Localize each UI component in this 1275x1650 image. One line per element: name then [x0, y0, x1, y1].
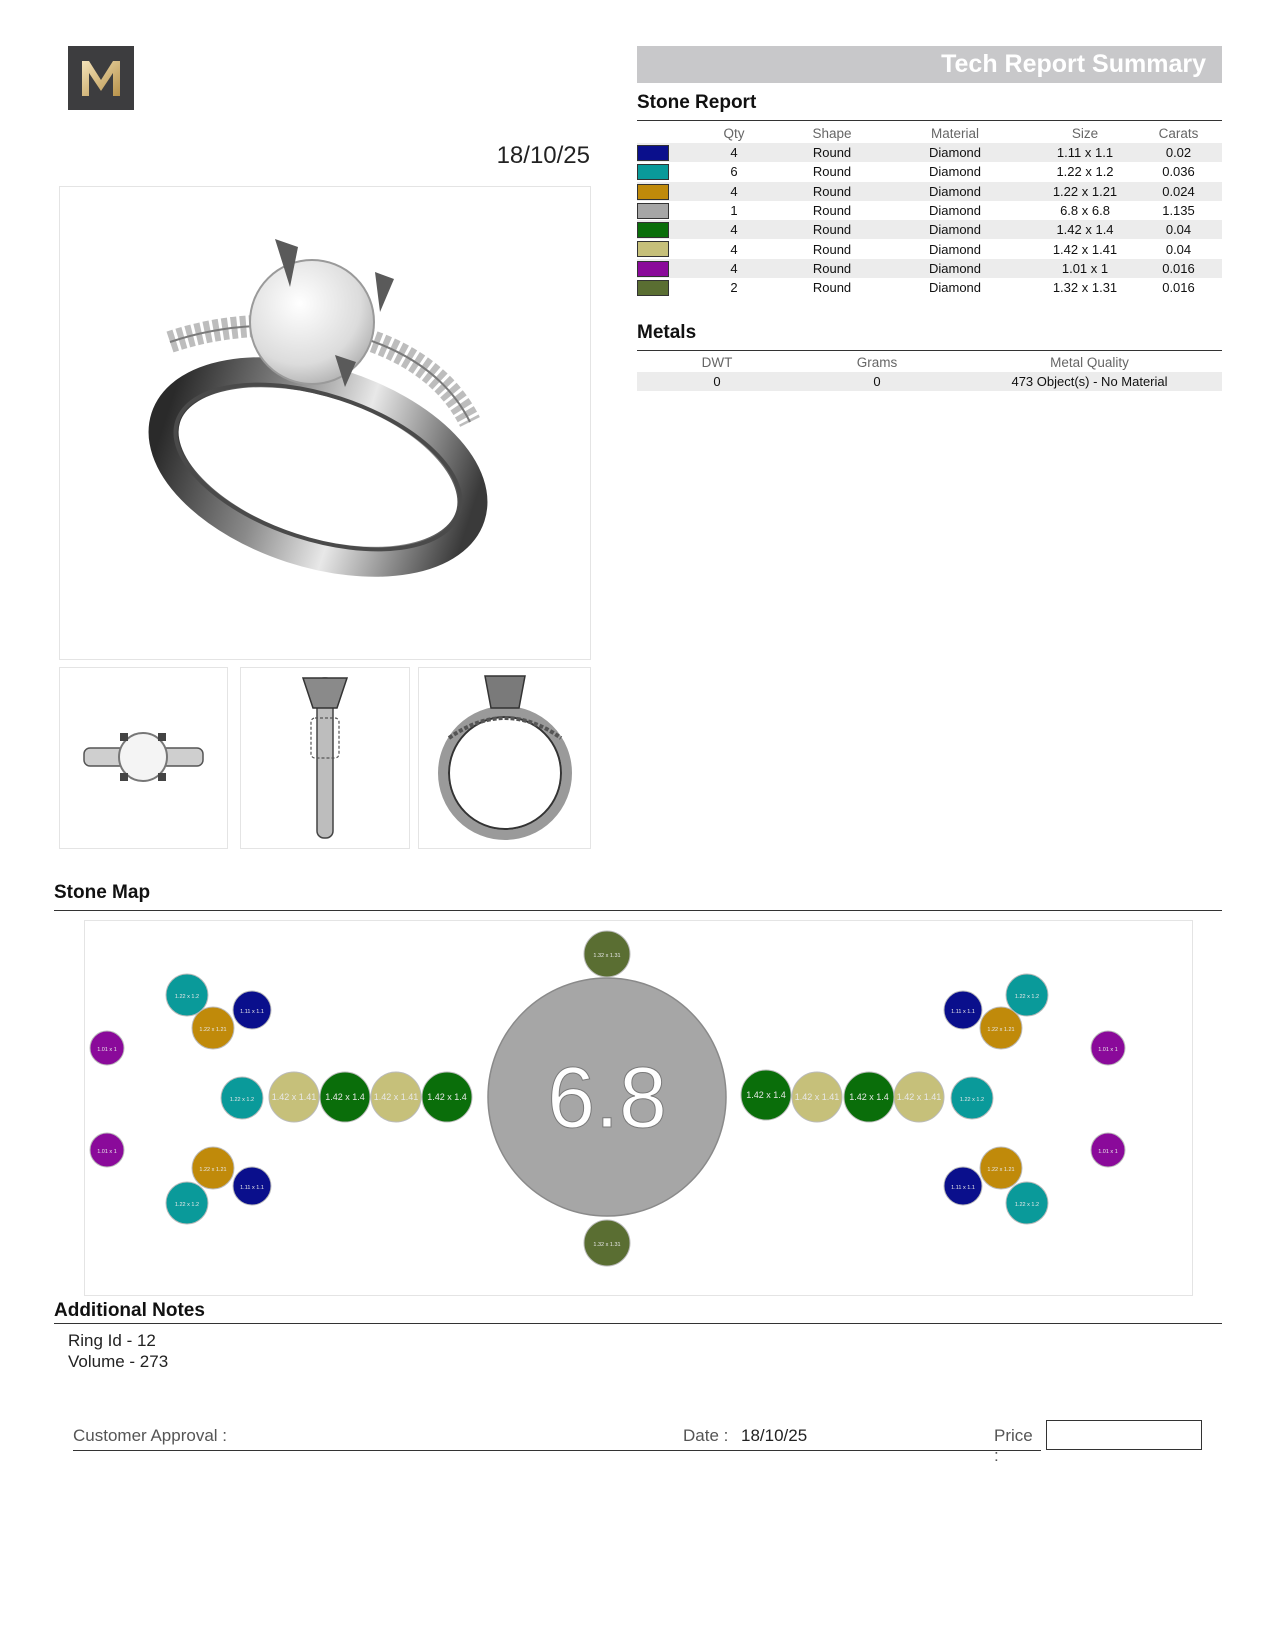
table-row — [637, 372, 1222, 391]
stone-shape: Round — [789, 220, 875, 239]
ring-top-view-image — [60, 668, 227, 848]
customer-approval-line[interactable] — [73, 1422, 1041, 1465]
main-ring-render — [59, 186, 591, 660]
price-field[interactable] — [1046, 1420, 1202, 1450]
company-logo — [68, 46, 134, 110]
stone-size: 1.01 x 1 — [1035, 259, 1135, 278]
map-stone-label: 1.22 x 1.2 — [229, 1097, 255, 1103]
stone-size: 1.32 x 1.31 — [1052, 280, 1118, 296]
column-header-swatch — [637, 123, 679, 143]
stone-size: 1.11 x 1.1 — [1035, 143, 1135, 162]
stone-map-diagram — [85, 921, 1192, 1295]
center-stone-label: 6.8 — [547, 1050, 667, 1146]
stone-qty: 4 — [679, 259, 789, 278]
metals-divider — [637, 350, 1222, 351]
stone-color-swatch — [637, 241, 669, 257]
note-line: Volume - 273 — [68, 1352, 169, 1371]
map-stone-label: 1.32 x 1.31 — [593, 1242, 621, 1248]
thumbnail-top-view — [59, 667, 228, 849]
map-stone-label: 1.22 x 1.2 — [959, 1097, 985, 1103]
map-stone-label: 1.22 x 1.2 — [1014, 1202, 1040, 1208]
stone-map-title: Stone Map — [54, 882, 151, 903]
ring-side-view-image — [241, 668, 409, 848]
map-stone-label: 1.11 x 1.1 — [240, 1185, 264, 1191]
stone-report-table — [637, 123, 1222, 297]
stone-carats: 0.016 — [1162, 280, 1195, 296]
customer-approval-label: Customer Approval : — [73, 1426, 228, 1445]
thumbnail-front-view — [418, 667, 591, 849]
stone-carats: 1.135 — [1162, 203, 1195, 219]
stone-color-swatch — [637, 184, 669, 200]
map-stone-label: 1.22 x 1.2 — [174, 1202, 200, 1208]
map-stone-label: 1.42 x 1.41 — [794, 1092, 840, 1102]
ring-perspective-image — [60, 187, 590, 659]
table-row — [637, 201, 1222, 220]
stone-report-header-row — [637, 123, 1222, 143]
column-header-qty: Qty — [723, 125, 745, 141]
report-date: 18/10/25 — [496, 142, 590, 169]
map-stone-label: 1.01 x 1 — [97, 1149, 117, 1155]
table-row — [637, 143, 1222, 162]
stone-carats: 0.04 — [1165, 241, 1192, 257]
note-line: Ring Id - 12 — [68, 1331, 156, 1350]
stone-color-swatch — [637, 203, 669, 219]
map-stone-label: 1.11 x 1.1 — [951, 1009, 975, 1015]
stone-material: Diamond — [928, 241, 982, 257]
column-header-shape: Shape — [812, 125, 852, 141]
metal-quality: 473 Object(s) - No Material — [957, 372, 1222, 391]
stone-qty: 2 — [730, 280, 738, 296]
map-stone-label: 1.11 x 1.1 — [951, 1185, 975, 1191]
column-header-grams: Grams — [856, 354, 898, 370]
logo-m-icon — [79, 58, 123, 98]
map-stone-label: 1.42 x 1.41 — [896, 1092, 942, 1102]
stone-color-swatch-cell — [637, 278, 679, 297]
stone-color-swatch-cell — [637, 239, 679, 258]
table-row — [637, 239, 1222, 258]
map-stone-label: 1.11 x 1.1 — [240, 1009, 264, 1015]
map-stone-label: 1.42 x 1.41 — [271, 1092, 317, 1102]
metal-grams: 0 — [797, 372, 957, 391]
stone-color-swatch — [637, 222, 669, 238]
ring-front-view-image — [419, 668, 590, 848]
stone-shape: Round — [789, 143, 875, 162]
approval-date-value: 18/10/25 — [741, 1426, 808, 1445]
map-stone-label: 1.42 x 1.4 — [325, 1092, 365, 1102]
table-row — [637, 278, 1222, 297]
additional-notes-body — [68, 1330, 168, 1372]
stone-material: Diamond — [928, 164, 982, 180]
column-header-dwt: DWT — [701, 354, 733, 370]
stone-carats: 0.016 — [1135, 259, 1222, 278]
stone-size: 1.42 x 1.4 — [1035, 220, 1135, 239]
stone-size: 1.22 x 1.2 — [1056, 164, 1114, 180]
stone-carats: 0.04 — [1135, 220, 1222, 239]
stone-shape: Round — [812, 164, 852, 180]
map-stone-label: 1.01 x 1 — [1098, 1149, 1118, 1155]
map-stone-label: 1.22 x 1.21 — [987, 1167, 1015, 1173]
additional-notes-title: Additional Notes — [54, 1300, 205, 1321]
stone-carats: 0.024 — [1135, 182, 1222, 201]
stone-material: Diamond — [928, 280, 982, 296]
stone-shape: Round — [812, 241, 852, 257]
stone-color-swatch-cell — [637, 220, 679, 239]
map-stone-label: 1.22 x 1.2 — [1014, 994, 1040, 1000]
stone-shape: Round — [812, 203, 852, 219]
price-label: Price : — [994, 1426, 1033, 1465]
stone-color-swatch-cell — [637, 259, 679, 278]
stone-color-swatch-cell — [637, 143, 679, 162]
stone-carats: 0.036 — [1162, 164, 1195, 180]
stone-shape: Round — [812, 280, 852, 296]
map-stone-label: 1.22 x 1.21 — [987, 1027, 1015, 1033]
stone-color-swatch — [637, 280, 669, 296]
stone-color-swatch-cell — [637, 162, 679, 181]
map-stone-label: 1.42 x 1.4 — [849, 1092, 889, 1102]
stone-shape: Round — [789, 259, 875, 278]
page-title: Tech Report Summary — [637, 46, 1222, 83]
stone-color-swatch — [637, 145, 669, 161]
column-header-metal-quality: Metal Quality — [1050, 354, 1129, 370]
stone-map-panel — [84, 920, 1193, 1296]
stone-material: Diamond — [875, 259, 1035, 278]
map-stone-label: 1.22 x 1.21 — [199, 1167, 227, 1173]
approval-date-label: Date : — [683, 1426, 729, 1445]
thumbnail-side-view — [240, 667, 410, 849]
metals-table — [637, 352, 1222, 391]
stone-material: Diamond — [928, 203, 982, 219]
column-header-size: Size — [1071, 125, 1099, 141]
map-stone-label: 1.22 x 1.21 — [199, 1027, 227, 1033]
stone-size: 1.42 x 1.41 — [1052, 241, 1118, 257]
stone-report-divider — [637, 120, 1222, 121]
stone-color-swatch — [637, 261, 669, 277]
stone-material: Diamond — [875, 182, 1035, 201]
stone-qty: 4 — [679, 182, 789, 201]
stone-size: 6.8 x 6.8 — [1060, 203, 1110, 219]
stone-shape: Round — [789, 182, 875, 201]
metals-header-row — [637, 352, 1222, 372]
stone-size: 1.22 x 1.21 — [1035, 182, 1135, 201]
metal-dwt: 0 — [637, 372, 797, 391]
map-stone-label: 1.42 x 1.4 — [427, 1092, 467, 1102]
map-stone-label: 1.42 x 1.4 — [746, 1090, 786, 1100]
table-row — [637, 259, 1222, 278]
stone-qty: 6 — [730, 164, 738, 180]
additional-notes-divider — [54, 1323, 1222, 1324]
map-stone-label: 1.32 x 1.31 — [593, 953, 621, 959]
stone-qty: 1 — [730, 203, 738, 219]
stone-qty: 4 — [679, 143, 789, 162]
stone-material: Diamond — [875, 143, 1035, 162]
stone-carats: 0.02 — [1135, 143, 1222, 162]
map-stone-label: 1.01 x 1 — [1098, 1047, 1118, 1053]
stone-map-divider — [54, 910, 1222, 911]
map-stone-label: 1.22 x 1.2 — [174, 994, 200, 1000]
table-row — [637, 162, 1222, 181]
stone-qty: 4 — [730, 241, 738, 257]
stone-material: Diamond — [875, 220, 1035, 239]
map-stone-label: 1.01 x 1 — [97, 1047, 117, 1053]
stone-color-swatch — [637, 164, 669, 180]
map-stone-label: 1.42 x 1.41 — [373, 1092, 419, 1102]
table-row — [637, 220, 1222, 239]
column-header-carats: Carats — [1158, 125, 1199, 141]
stone-qty: 4 — [679, 220, 789, 239]
column-header-material: Material — [930, 125, 979, 141]
stone-color-swatch-cell — [637, 182, 679, 201]
table-row — [637, 182, 1222, 201]
stone-report-title: Stone Report — [637, 92, 757, 113]
metals-title: Metals — [637, 322, 697, 343]
stone-color-swatch-cell — [637, 201, 679, 220]
